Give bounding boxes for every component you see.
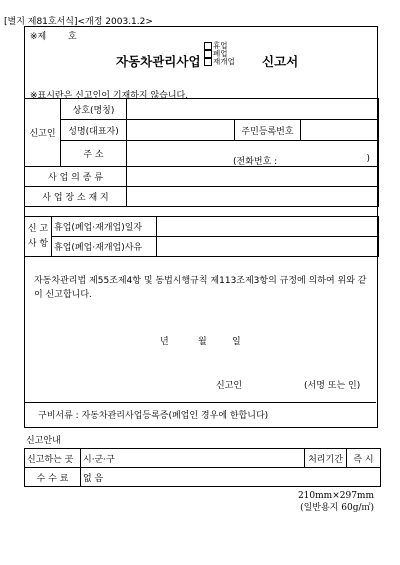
signature-note: (서명 또는 인) [304,381,361,391]
checkbox-icon [204,42,212,50]
business-location-field[interactable] [127,187,379,207]
resident-number-field[interactable] [301,120,379,141]
applicant-label: 신고인 [25,99,61,167]
fee-label: 수 수 료 [25,468,81,487]
period-label: 처리기간 [305,449,347,468]
where-label: 신고하는 곳 [25,449,81,468]
address-label: 주 소 [61,141,127,167]
address-field[interactable] [127,141,379,167]
report-reason-label: 휴업(폐업·재개업)사유 [52,237,157,257]
signer-label: 신고인 [216,381,243,391]
form-title-suffix: 신고서 [262,54,299,69]
business-name-label: 상호(명칭) [61,99,127,120]
phone-label: (전화번호 : [233,157,278,167]
declaration-statement: 자동차관리법 제55조제4항 및 동법시행규칙 제113조제3항의 규정에 의하여 위와 같이 신고합니다. [34,276,367,300]
report-table [24,216,379,257]
applicant-table [24,98,379,207]
paper-spec [298,490,374,514]
fee-value: 없 음 [81,468,381,487]
paper-size: 210mm×297mm [297,491,374,501]
phone-close: ) [366,154,370,164]
paper-type: (일반용지 60g/㎡) [300,503,374,513]
required-documents: 구비서류 : 자동차관리사업등록증(폐업인 경우에 한합니다) [38,411,269,421]
date-month: 월 [198,337,207,347]
report-date-label: 휴업(폐업·재개업)일자 [52,217,157,237]
guide-title: 신고안내 [26,436,61,446]
form-title: 자동차관리사업 [116,54,201,69]
report-details-label: 신 고 사 항 [25,217,52,257]
checkbox-icon [204,50,212,58]
guide-table [24,448,381,487]
date-year: 년 [160,337,169,347]
form-note: ※표시란은 신고인이 기재하지 않습니다. [30,91,189,101]
representative-label: 성명(대표자) [61,120,127,141]
option-reopening[interactable]: 재개업 [204,58,235,66]
business-type-field[interactable] [127,167,379,187]
representative-field[interactable] [127,120,235,141]
where-value: 시·군·구 [81,449,305,468]
business-location-label: 사 업 장 소 재 지 [25,187,127,207]
report-reason-field[interactable] [157,237,379,257]
report-type-options [204,42,235,66]
resident-number-label: 주민등록번호 [235,120,301,141]
report-date-field[interactable] [157,217,379,237]
option-closure[interactable]: 폐업 [204,50,235,58]
receipt-number-suffix: 호 [68,32,77,42]
documents-divider [24,402,376,403]
period-value: 즉 시 [347,449,381,468]
form-number: [별지 제81호서식]<개정 2003.1.2> [4,17,153,27]
receipt-number-label: ※제 [30,32,47,42]
business-name-field[interactable] [127,99,379,120]
option-suspension[interactable]: 휴업 [204,42,235,50]
date-day: 일 [232,337,241,347]
checkbox-icon [204,58,212,66]
business-type-label: 사 업 의 종 류 [25,167,127,187]
